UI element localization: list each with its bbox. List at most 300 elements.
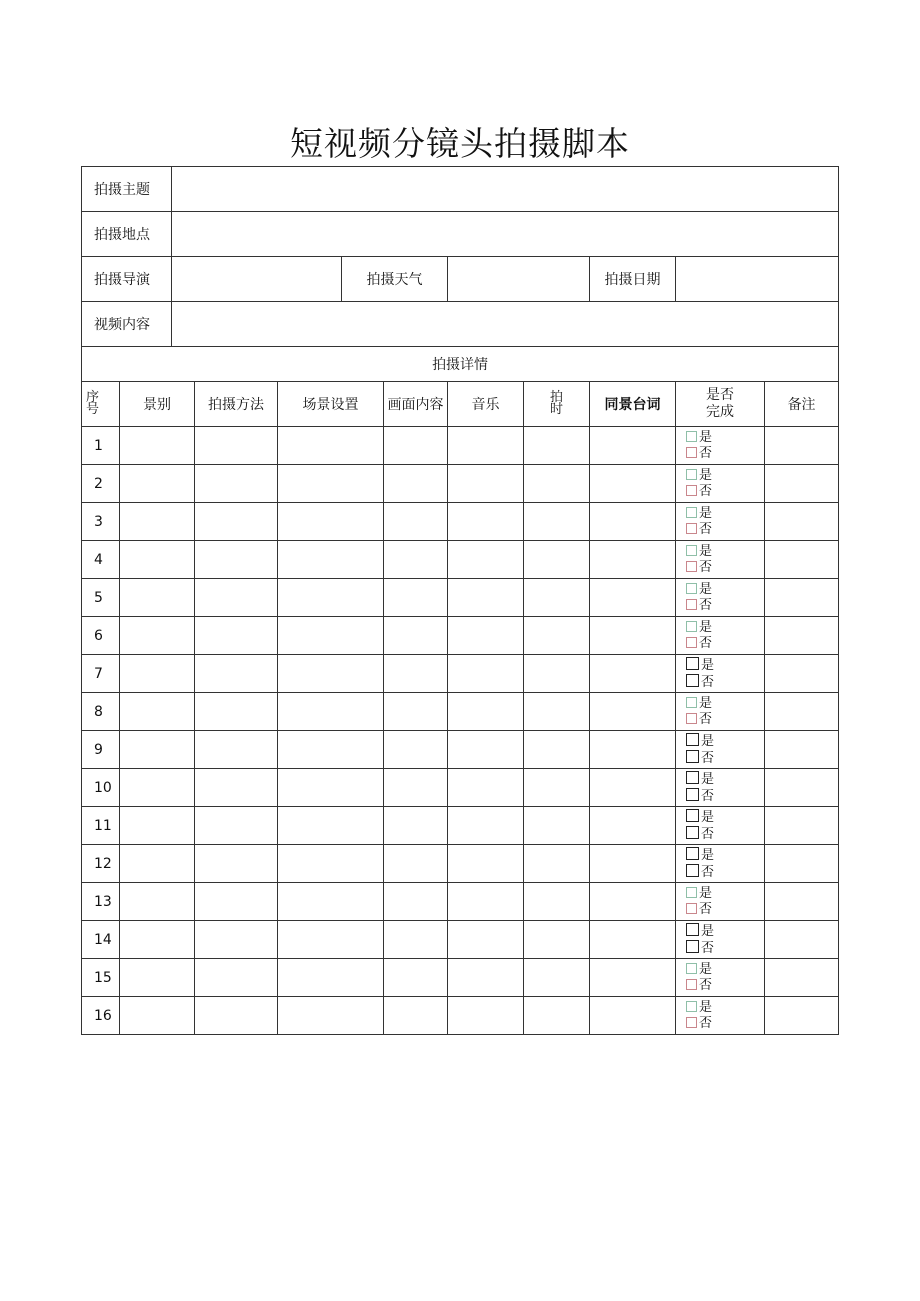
cell-dialogue[interactable]: [590, 427, 676, 465]
cell-notes[interactable]: [765, 845, 839, 883]
cell-time[interactable]: [524, 655, 590, 693]
column-header-row: [82, 382, 839, 427]
checkbox-yes-label: 是: [701, 847, 715, 863]
checkbox-no-label: 否: [699, 521, 713, 537]
cell-shot-type[interactable]: [120, 921, 195, 959]
cell-dialogue[interactable]: [590, 731, 676, 769]
done-option-yes[interactable]: [686, 847, 764, 864]
table-row: [82, 427, 839, 465]
cell-notes[interactable]: [765, 693, 839, 731]
cell-method[interactable]: [195, 921, 278, 959]
checkbox-yes-label: 是: [699, 619, 713, 635]
done-option-no[interactable]: [686, 978, 764, 994]
checkbox-no[interactable]: [686, 864, 699, 877]
location-field[interactable]: [172, 212, 839, 257]
table-row: [82, 693, 839, 731]
table-row: [82, 731, 839, 769]
table-row: [82, 579, 839, 617]
cell-shot-type[interactable]: [120, 503, 195, 541]
checkbox-yes-label: 是: [699, 961, 713, 977]
checkbox-yes[interactable]: [686, 697, 697, 708]
checkbox-no-label: 否: [699, 1015, 713, 1031]
topic-label: 拍摄主题: [82, 167, 172, 212]
shooting-script-table: [81, 166, 839, 1035]
cell-scene[interactable]: [278, 503, 384, 541]
done-option-no[interactable]: [686, 902, 764, 918]
col-done-header: [676, 382, 765, 427]
cell-visual[interactable]: [384, 769, 448, 807]
checkbox-no-label: 否: [699, 711, 713, 727]
checkbox-no[interactable]: [686, 979, 697, 990]
cell-visual[interactable]: [384, 807, 448, 845]
done-option-no[interactable]: [686, 788, 764, 805]
director-field[interactable]: [172, 257, 342, 302]
cell-method[interactable]: [195, 883, 278, 921]
table-row: [82, 807, 839, 845]
cell-num: 10: [82, 769, 120, 807]
cell-notes[interactable]: [765, 883, 839, 921]
details-section-row: [82, 347, 839, 382]
done-option-no[interactable]: [686, 712, 764, 728]
checkbox-yes[interactable]: [686, 771, 699, 784]
done-option-yes[interactable]: [686, 733, 764, 750]
col-music-header: 音乐: [448, 382, 524, 427]
cell-done: [676, 579, 765, 617]
checkbox-yes[interactable]: [686, 847, 699, 860]
cell-time[interactable]: [524, 921, 590, 959]
cell-notes[interactable]: [765, 731, 839, 769]
cell-visual[interactable]: [384, 427, 448, 465]
cell-shot-type[interactable]: [120, 427, 195, 465]
cell-method[interactable]: [195, 503, 278, 541]
cell-time[interactable]: [524, 579, 590, 617]
cell-done: [676, 693, 765, 731]
checkbox-no[interactable]: [686, 826, 699, 839]
cell-num: 1: [82, 427, 120, 465]
cell-dialogue[interactable]: [590, 807, 676, 845]
cell-num: 16: [82, 997, 120, 1035]
table-row: [82, 503, 839, 541]
checkbox-no-label: 否: [701, 864, 715, 880]
cell-done: [676, 655, 765, 693]
col-serial-line-2: 号: [86, 402, 100, 417]
cell-num: 4: [82, 541, 120, 579]
cell-notes[interactable]: [765, 427, 839, 465]
done-option-yes[interactable]: [686, 430, 764, 446]
done-option-yes[interactable]: [686, 886, 764, 902]
cell-method[interactable]: [195, 427, 278, 465]
cell-scene[interactable]: [278, 427, 384, 465]
cell-time[interactable]: [524, 465, 590, 503]
cell-done: [676, 997, 765, 1035]
cell-num: 15: [82, 959, 120, 997]
col-serial-line-1: 序: [86, 390, 100, 405]
cell-done: [676, 541, 765, 579]
cell-method[interactable]: [195, 693, 278, 731]
checkbox-yes[interactable]: [686, 809, 699, 822]
cell-scene[interactable]: [278, 769, 384, 807]
done-option-no[interactable]: [686, 1016, 764, 1032]
checkbox-yes[interactable]: [686, 469, 697, 480]
done-option-yes[interactable]: [686, 544, 764, 560]
done-option-no[interactable]: [686, 750, 764, 767]
checkbox-yes[interactable]: [686, 657, 699, 670]
cell-scene[interactable]: [278, 807, 384, 845]
table-row: [82, 769, 839, 807]
details-section-label: 拍摄详情: [82, 347, 839, 382]
cell-scene[interactable]: [278, 731, 384, 769]
checkbox-yes[interactable]: [686, 963, 697, 974]
cell-done: [676, 465, 765, 503]
cell-time[interactable]: [524, 769, 590, 807]
cell-done: [676, 883, 765, 921]
cell-visual[interactable]: [384, 503, 448, 541]
cell-num: 11: [82, 807, 120, 845]
col-dialogue-header: 同景台词: [590, 382, 676, 427]
cell-done: [676, 503, 765, 541]
cell-num: 9: [82, 731, 120, 769]
cell-method[interactable]: [195, 465, 278, 503]
checkbox-no[interactable]: [686, 674, 699, 687]
checkbox-no[interactable]: [686, 485, 697, 496]
cell-music[interactable]: [448, 769, 524, 807]
cell-music[interactable]: [448, 959, 524, 997]
cell-visual[interactable]: [384, 883, 448, 921]
table-row: [82, 465, 839, 503]
cell-music[interactable]: [448, 693, 524, 731]
cell-time[interactable]: [524, 807, 590, 845]
checkbox-yes-label: 是: [699, 999, 713, 1015]
cell-dialogue[interactable]: [590, 617, 676, 655]
done-option-no[interactable]: [686, 636, 764, 652]
cell-shot-type[interactable]: [120, 997, 195, 1035]
checkbox-no[interactable]: [686, 637, 697, 648]
col-method-header: 拍摄方法: [195, 382, 278, 427]
cell-shot-type[interactable]: [120, 655, 195, 693]
cell-done: [676, 959, 765, 997]
done-option-yes[interactable]: [686, 506, 764, 522]
cell-dialogue[interactable]: [590, 959, 676, 997]
checkbox-no[interactable]: [686, 903, 697, 914]
cell-dialogue[interactable]: [590, 465, 676, 503]
cell-scene[interactable]: [278, 655, 384, 693]
cell-notes[interactable]: [765, 541, 839, 579]
checkbox-no-label: 否: [701, 940, 715, 956]
cell-music[interactable]: [448, 541, 524, 579]
cell-notes[interactable]: [765, 503, 839, 541]
cell-scene[interactable]: [278, 579, 384, 617]
cell-visual[interactable]: [384, 579, 448, 617]
col-done-line-2: 完成: [706, 404, 734, 420]
cell-done: [676, 617, 765, 655]
cell-done: [676, 845, 765, 883]
checkbox-no-label: 否: [699, 635, 713, 651]
cell-dialogue[interactable]: [590, 883, 676, 921]
checkbox-yes[interactable]: [686, 887, 697, 898]
checkbox-no[interactable]: [686, 788, 699, 801]
done-option-yes[interactable]: [686, 809, 764, 826]
cell-scene[interactable]: [278, 541, 384, 579]
checkbox-no[interactable]: [686, 1017, 697, 1028]
checkbox-no-label: 否: [701, 826, 715, 842]
cell-time[interactable]: [524, 883, 590, 921]
cell-visual[interactable]: [384, 997, 448, 1035]
checkbox-yes[interactable]: [686, 923, 699, 936]
checkbox-no-label: 否: [701, 788, 715, 804]
checkbox-yes-label: 是: [699, 505, 713, 521]
weather-label: 拍摄天气: [342, 257, 448, 302]
cell-dialogue[interactable]: [590, 693, 676, 731]
checkbox-no[interactable]: [686, 713, 697, 724]
cell-music[interactable]: [448, 579, 524, 617]
cell-time[interactable]: [524, 959, 590, 997]
cell-dialogue[interactable]: [590, 845, 676, 883]
cell-dialogue[interactable]: [590, 541, 676, 579]
done-option-yes[interactable]: [686, 620, 764, 636]
cell-scene[interactable]: [278, 997, 384, 1035]
cell-shot-type[interactable]: [120, 617, 195, 655]
cell-num: 7: [82, 655, 120, 693]
done-option-yes[interactable]: [686, 468, 764, 484]
checkbox-no[interactable]: [686, 447, 697, 458]
table-row: [82, 655, 839, 693]
checkbox-no[interactable]: [686, 599, 697, 610]
checkbox-yes-label: 是: [699, 543, 713, 559]
cell-shot-type[interactable]: [120, 769, 195, 807]
cell-num: 14: [82, 921, 120, 959]
cell-visual[interactable]: [384, 465, 448, 503]
cell-num: 8: [82, 693, 120, 731]
cell-music[interactable]: [448, 807, 524, 845]
checkbox-yes[interactable]: [686, 507, 697, 518]
cell-shot-type[interactable]: [120, 807, 195, 845]
col-time-line-2: 时: [549, 402, 563, 417]
content-row: [82, 302, 839, 347]
date-label: 拍摄日期: [590, 257, 676, 302]
checkbox-yes[interactable]: [686, 583, 697, 594]
cell-done: [676, 427, 765, 465]
done-option-no[interactable]: [686, 598, 764, 614]
cell-num: 2: [82, 465, 120, 503]
cell-music[interactable]: [448, 997, 524, 1035]
cell-music[interactable]: [448, 427, 524, 465]
done-option-no[interactable]: [686, 674, 764, 691]
checkbox-no-label: 否: [699, 483, 713, 499]
cell-dialogue[interactable]: [590, 769, 676, 807]
cell-visual[interactable]: [384, 845, 448, 883]
cell-visual[interactable]: [384, 655, 448, 693]
checkbox-yes-label: 是: [701, 809, 715, 825]
cell-notes[interactable]: [765, 807, 839, 845]
cell-method[interactable]: [195, 541, 278, 579]
table-row: [82, 959, 839, 997]
col-done-line-1: 是否: [706, 387, 734, 403]
cell-notes[interactable]: [765, 617, 839, 655]
cell-method[interactable]: [195, 959, 278, 997]
col-time-line-1: 拍: [549, 390, 563, 405]
done-option-no[interactable]: [686, 864, 764, 881]
cell-visual[interactable]: [384, 959, 448, 997]
col-scene-header: 场景设置: [278, 382, 384, 427]
cell-shot-type[interactable]: [120, 845, 195, 883]
cell-dialogue[interactable]: [590, 579, 676, 617]
location-label: 拍摄地点: [82, 212, 172, 257]
topic-field[interactable]: [172, 167, 839, 212]
cell-time[interactable]: [524, 541, 590, 579]
cell-done: [676, 731, 765, 769]
checkbox-yes[interactable]: [686, 431, 697, 442]
checkbox-no[interactable]: [686, 561, 697, 572]
cell-music[interactable]: [448, 503, 524, 541]
cell-music[interactable]: [448, 731, 524, 769]
cell-done: [676, 921, 765, 959]
cell-music[interactable]: [448, 655, 524, 693]
cell-done: [676, 807, 765, 845]
content-field[interactable]: [172, 302, 839, 347]
cell-notes[interactable]: [765, 579, 839, 617]
cell-time[interactable]: [524, 693, 590, 731]
col-serial-header: [82, 382, 120, 427]
cell-visual[interactable]: [384, 731, 448, 769]
cell-music[interactable]: [448, 617, 524, 655]
cell-method[interactable]: [195, 579, 278, 617]
cell-visual[interactable]: [384, 541, 448, 579]
cell-num: 3: [82, 503, 120, 541]
checkbox-yes[interactable]: [686, 621, 697, 632]
checkbox-yes-label: 是: [699, 885, 713, 901]
col-time-header: [524, 382, 590, 427]
cell-scene[interactable]: [278, 693, 384, 731]
cell-shot-type[interactable]: [120, 579, 195, 617]
cell-notes[interactable]: [765, 921, 839, 959]
cell-scene[interactable]: [278, 883, 384, 921]
checkbox-no-label: 否: [699, 445, 713, 461]
done-option-no[interactable]: [686, 484, 764, 500]
weather-field[interactable]: [448, 257, 590, 302]
table-row: [82, 921, 839, 959]
cell-time[interactable]: [524, 845, 590, 883]
cell-scene[interactable]: [278, 465, 384, 503]
checkbox-yes[interactable]: [686, 1001, 697, 1012]
checkbox-no[interactable]: [686, 750, 699, 763]
cell-notes[interactable]: [765, 655, 839, 693]
cell-notes[interactable]: [765, 465, 839, 503]
checkbox-yes-label: 是: [699, 581, 713, 597]
cell-dialogue[interactable]: [590, 503, 676, 541]
col-notes-header: 备注: [765, 382, 839, 427]
cell-dialogue[interactable]: [590, 997, 676, 1035]
table-row: [82, 883, 839, 921]
cell-time[interactable]: [524, 427, 590, 465]
cell-shot-type[interactable]: [120, 465, 195, 503]
done-option-no[interactable]: [686, 522, 764, 538]
done-option-no[interactable]: [686, 940, 764, 957]
cell-time[interactable]: [524, 997, 590, 1035]
content-label: 视频内容: [82, 302, 172, 347]
cell-shot-type[interactable]: [120, 959, 195, 997]
col-shot-type-header: 景别: [120, 382, 195, 427]
done-option-no[interactable]: [686, 446, 764, 462]
date-field[interactable]: [676, 257, 839, 302]
done-option-yes[interactable]: [686, 1000, 764, 1016]
done-option-yes[interactable]: [686, 582, 764, 598]
cell-done: [676, 769, 765, 807]
cell-method[interactable]: [195, 807, 278, 845]
cell-time[interactable]: [524, 503, 590, 541]
table-row: [82, 617, 839, 655]
done-option-no[interactable]: [686, 826, 764, 843]
checkbox-no[interactable]: [686, 523, 697, 534]
cell-dialogue[interactable]: [590, 655, 676, 693]
location-row: [82, 212, 839, 257]
cell-music[interactable]: [448, 845, 524, 883]
cell-time[interactable]: [524, 731, 590, 769]
shot-rows: [82, 427, 839, 1035]
done-option-yes[interactable]: [686, 657, 764, 674]
table-row: [82, 845, 839, 883]
checkbox-no-label: 否: [699, 901, 713, 917]
cell-num: 12: [82, 845, 120, 883]
cell-notes[interactable]: [765, 997, 839, 1035]
cell-visual[interactable]: [384, 617, 448, 655]
checkbox-yes-label: 是: [699, 429, 713, 445]
cell-method[interactable]: [195, 617, 278, 655]
cell-music[interactable]: [448, 883, 524, 921]
cell-method[interactable]: [195, 997, 278, 1035]
table-row: [82, 541, 839, 579]
cell-dialogue[interactable]: [590, 921, 676, 959]
cell-num: 5: [82, 579, 120, 617]
checkbox-yes[interactable]: [686, 733, 699, 746]
cell-method[interactable]: [195, 845, 278, 883]
cell-music[interactable]: [448, 465, 524, 503]
checkbox-yes-label: 是: [699, 695, 713, 711]
cell-notes[interactable]: [765, 769, 839, 807]
cell-scene[interactable]: [278, 921, 384, 959]
cell-method[interactable]: [195, 731, 278, 769]
done-option-yes[interactable]: [686, 771, 764, 788]
cell-music[interactable]: [448, 921, 524, 959]
checkbox-yes-label: 是: [701, 923, 715, 939]
cell-shot-type[interactable]: [120, 693, 195, 731]
checkbox-yes[interactable]: [686, 545, 697, 556]
done-option-yes[interactable]: [686, 962, 764, 978]
page-title: 短视频分镜头拍摄脚本: [290, 124, 630, 163]
cell-time[interactable]: [524, 617, 590, 655]
cell-visual[interactable]: [384, 693, 448, 731]
cell-shot-type[interactable]: [120, 541, 195, 579]
cell-scene[interactable]: [278, 845, 384, 883]
cell-shot-type[interactable]: [120, 731, 195, 769]
checkbox-no[interactable]: [686, 940, 699, 953]
checkbox-yes-label: 是: [701, 733, 715, 749]
cell-num: 6: [82, 617, 120, 655]
cell-method[interactable]: [195, 655, 278, 693]
done-option-yes[interactable]: [686, 696, 764, 712]
checkbox-no-label: 否: [699, 559, 713, 575]
done-option-yes[interactable]: [686, 923, 764, 940]
topic-row: [82, 167, 839, 212]
cell-visual[interactable]: [384, 921, 448, 959]
checkbox-no-label: 否: [701, 674, 715, 690]
done-option-no[interactable]: [686, 560, 764, 576]
cell-notes[interactable]: [765, 959, 839, 997]
cell-method[interactable]: [195, 769, 278, 807]
cell-scene[interactable]: [278, 617, 384, 655]
cell-shot-type[interactable]: [120, 883, 195, 921]
table-row: [82, 997, 839, 1035]
cell-scene[interactable]: [278, 959, 384, 997]
